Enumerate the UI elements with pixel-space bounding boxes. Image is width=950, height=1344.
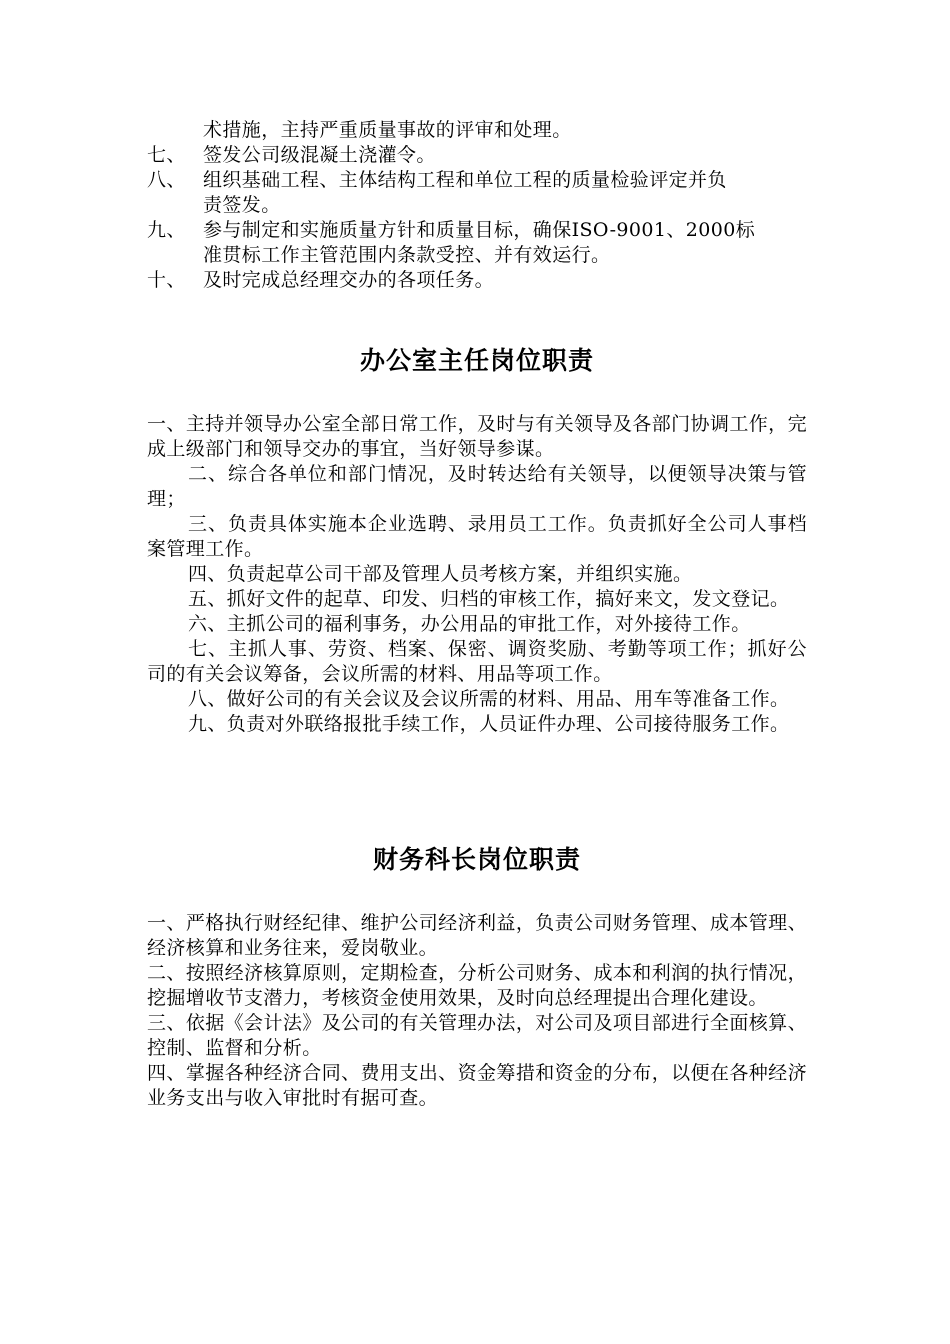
item-text: 签发公司级混凝土浇灌令。	[203, 144, 436, 166]
duty-item: 九、负责对外联络报批手续工作，人员证件办理、公司接待服务工作。	[188, 713, 790, 735]
duty-item: 四、掌握各种经济合同、费用支出、资金筹措和资金的分布，以便在各种经济业务支出与收入审批时有据可查。	[147, 1062, 807, 1109]
duty-item: 一、严格执行财经纪律、维护公司经济利益，负责公司财务管理、成本管理、经济核算和业务往来，爱岗敬业。	[147, 912, 807, 959]
duty-item: 六、主抓公司的福利事务，办公用品的审批工作，对外接待工作。	[188, 613, 751, 635]
duty-item: 五、抓好文件的起草、印发、归档的审核工作，搞好来文，发文登记。	[188, 588, 790, 610]
list-item	[147, 168, 807, 193]
finance-chief-title: 财务科长岗位职责	[372, 845, 581, 874]
list-item: 术措施，主持严重质量事故的评审和处理。	[203, 119, 572, 141]
duty-item: 八、做好公司的有关会议及会议所需的材料、用品、用车等准备工作。	[188, 688, 790, 710]
section-top-list	[147, 118, 807, 293]
office-director-title: 办公室主任岗位职责	[359, 346, 594, 375]
duty-item: 四、负责起草公司干部及管理人员考核方案，并组织实施。	[188, 563, 693, 585]
item-text: 及时完成总经理交办的各项任务。	[203, 269, 495, 291]
document-page	[147, 118, 807, 1111]
office-director-duties	[147, 412, 807, 737]
finance-chief-duties	[147, 911, 807, 1111]
duty-item: 二、按照经济核算原则，定期检查，分析公司财务、成本和利润的执行情况，挖掘增收节支潜力，考核资金使用效果，及时向总经理提出合理化建设。	[147, 962, 807, 1009]
list-item	[147, 218, 807, 243]
duty-item: 二、综合各单位和部门情况，及时转达给有关领导，以便领导决策与管理；	[147, 463, 807, 510]
item-number: 八、	[147, 169, 186, 191]
item-text: 参与制定和实施质量方针和质量目标，确保ISO-9001、2000标	[203, 219, 756, 241]
duty-item: 一、主持并领导办公室全部日常工作，及时与有关领导及各部门协调工作，完成上级部门和领导交办的事宜，当好领导参谋。	[147, 413, 807, 460]
list-item	[147, 143, 807, 168]
duty-item: 三、依据《会计法》及公司的有关管理办法，对公司及项目部进行全面核算、控制、监督和分析。	[147, 1012, 807, 1059]
item-text: 组织基础工程、主体结构工程和单位工程的质量检验评定并负	[203, 169, 727, 191]
list-item: 责签发。	[203, 194, 281, 216]
duty-item: 七、主抓人事、劳资、档案、保密、调资奖励、考勤等项工作；抓好公司的有关会议筹备，会议所需的材料、用品等项工作。	[147, 638, 807, 685]
item-number: 七、	[147, 144, 186, 166]
list-item: 准贯标工作主管范围内条款受控、并有效运行。	[203, 244, 611, 266]
duty-item: 三、负责具体实施本企业选聘、录用员工工作。负责抓好全公司人事档案管理工作。	[147, 513, 807, 560]
item-number: 十、	[147, 269, 186, 291]
item-number: 九、	[147, 219, 186, 241]
list-item	[147, 268, 807, 293]
